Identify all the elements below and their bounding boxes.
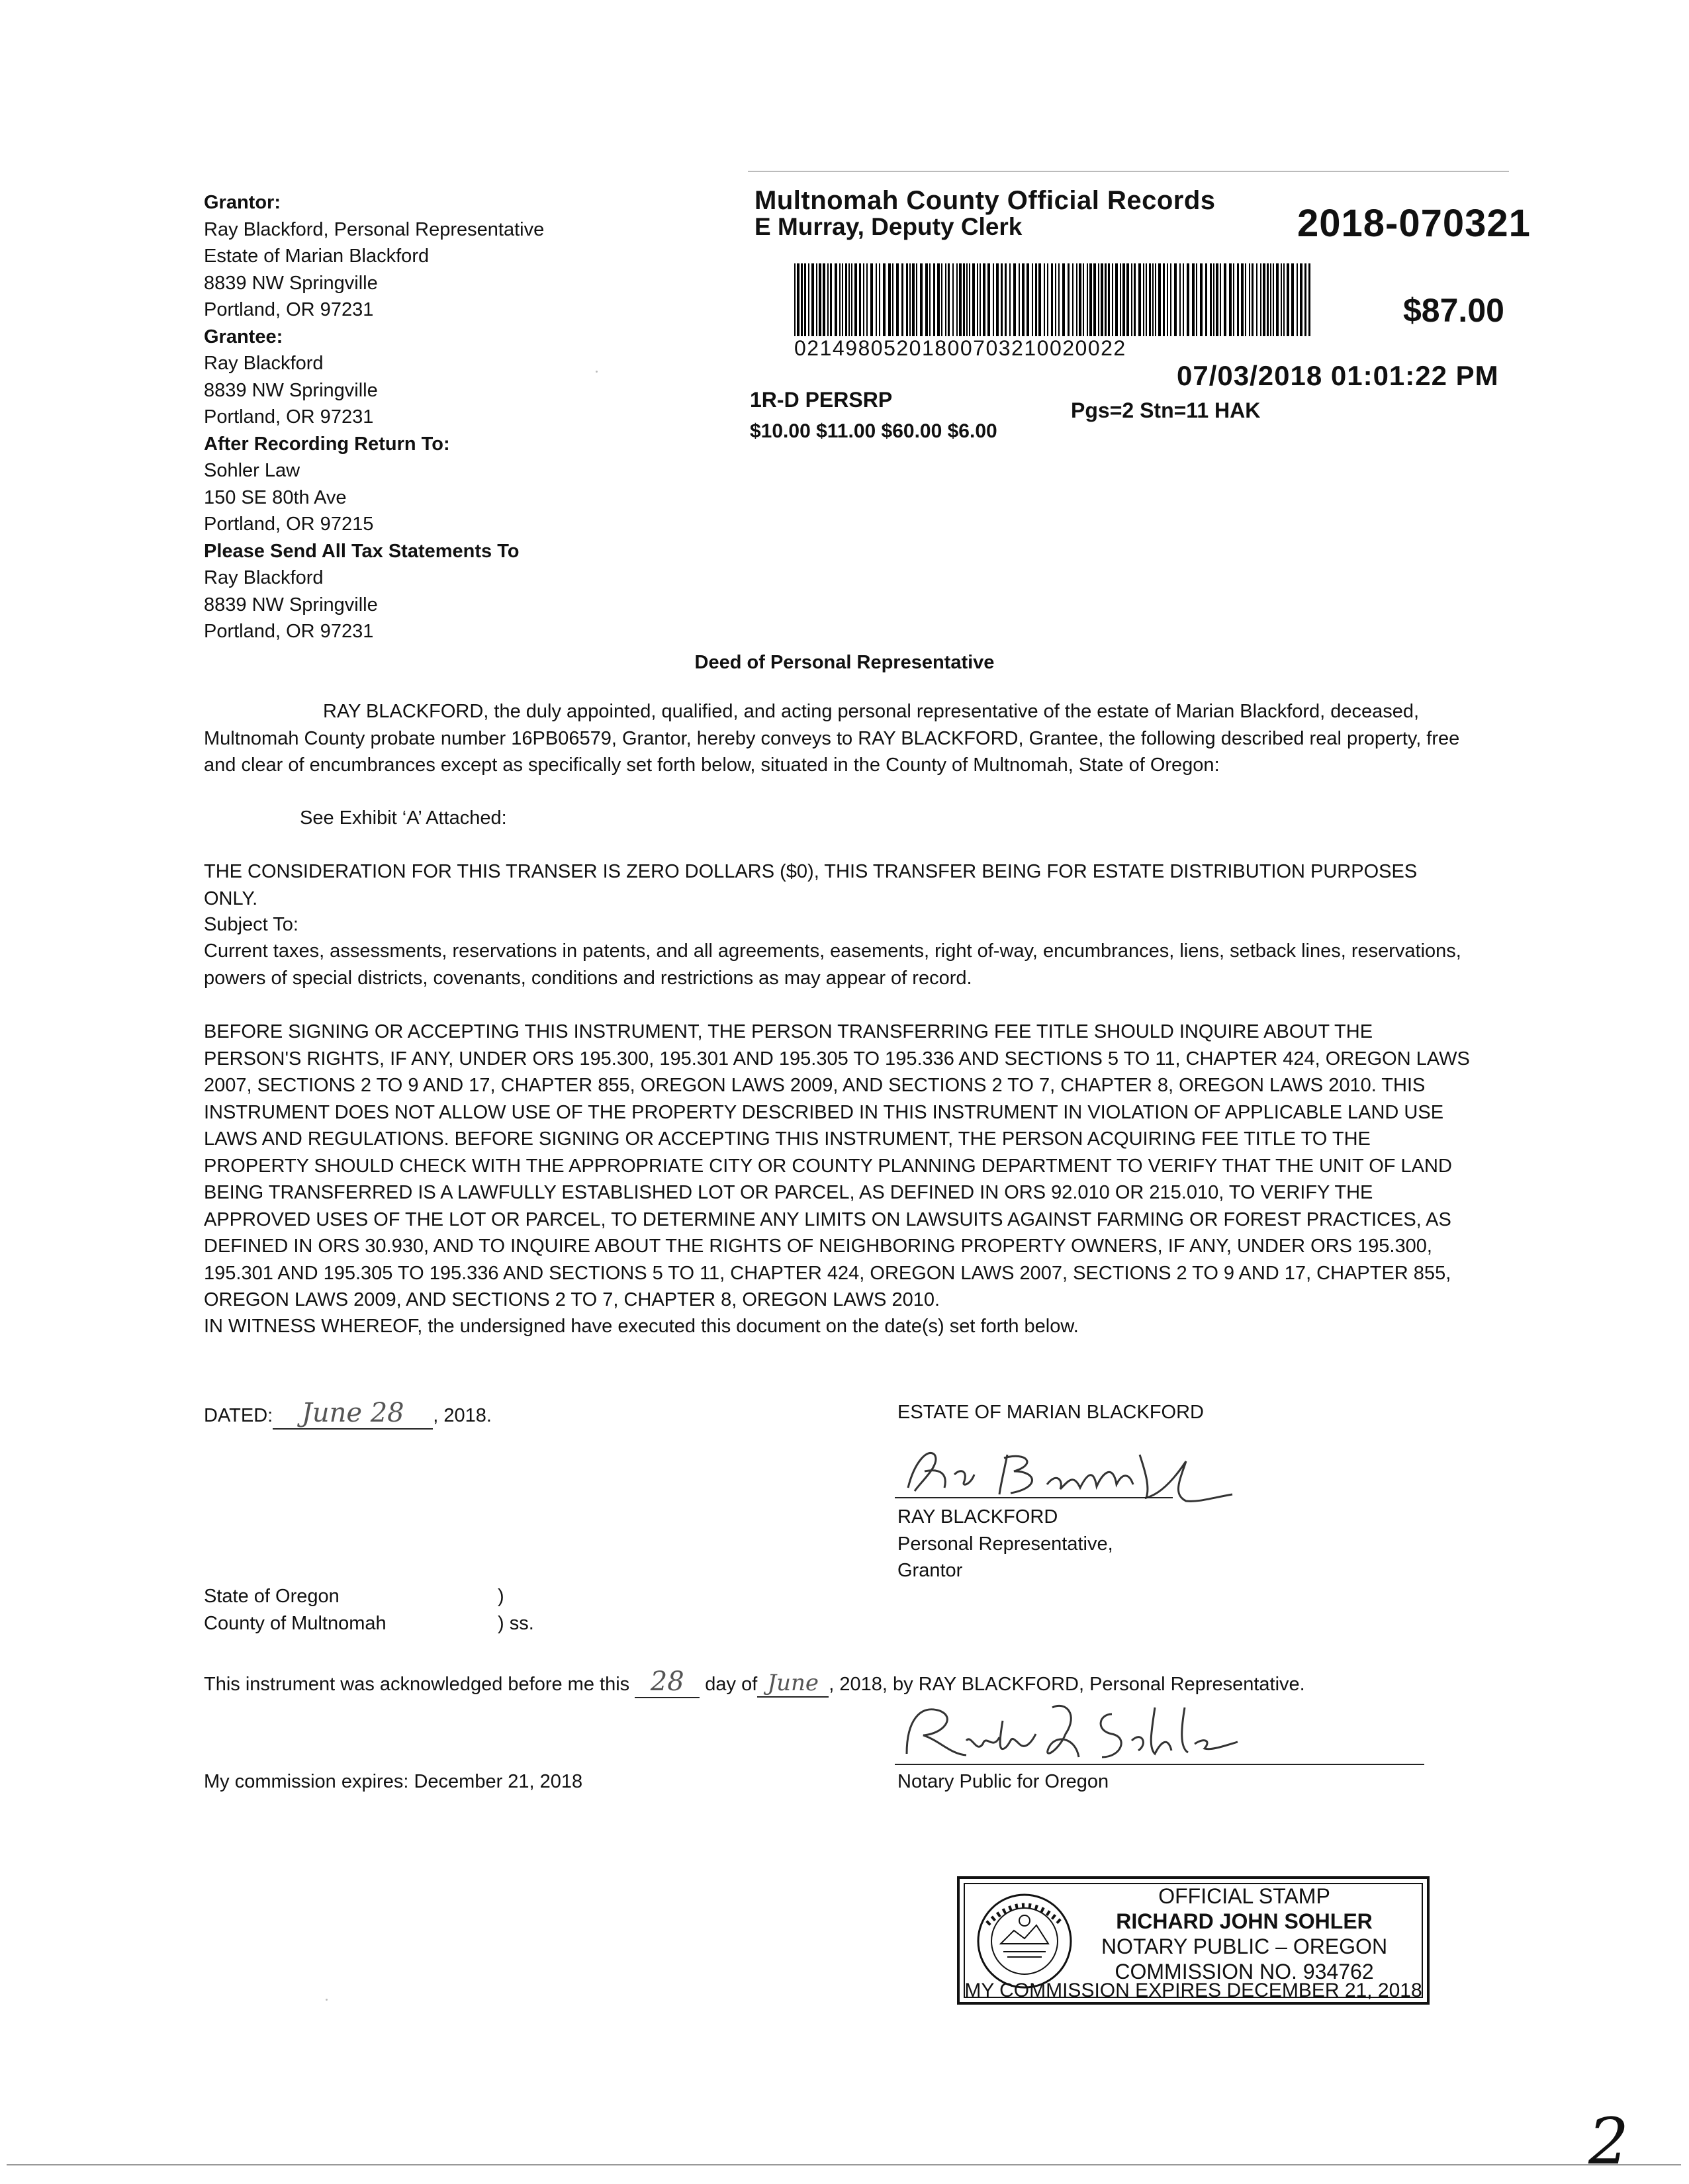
barcode-bar <box>1210 263 1212 336</box>
barcode-bar <box>1200 263 1203 336</box>
barcode-bar <box>797 263 799 336</box>
barcode-bar <box>1013 263 1016 336</box>
barcode <box>794 263 1317 343</box>
barcode-bar <box>1291 263 1294 336</box>
barcode-bar <box>977 263 978 336</box>
barcode-bar <box>952 263 954 336</box>
venue-ss-label: ) ss. <box>498 1612 534 1634</box>
barcode-bar <box>1256 263 1257 336</box>
grantor-signature-line <box>895 1497 1173 1498</box>
barcode-bar <box>1263 263 1265 336</box>
pages-station: Pgs=2 Stn=11 HAK <box>1071 398 1261 422</box>
barcode-bar <box>1134 263 1136 336</box>
barcode-bar <box>1205 263 1207 336</box>
stamp-notary-name: RICHARD JOHN SOHLER <box>1116 1909 1373 1933</box>
document-number: 2018-070321 <box>1297 202 1531 245</box>
barcode-bar <box>808 263 809 336</box>
barcode-bar <box>916 263 917 336</box>
commission-expiration: My commission expires: December 21, 2018 <box>204 1771 583 1792</box>
barcode-bar <box>1105 263 1107 336</box>
barcode-bar <box>912 263 915 336</box>
barcode-bar <box>1068 263 1070 336</box>
barcode-bar <box>969 263 970 336</box>
ack-month-handwritten: June <box>757 1670 829 1698</box>
estate-name: ESTATE OF MARIAN BLACKFORD <box>897 1402 1204 1423</box>
barcode-bar <box>1276 263 1279 336</box>
document-title: Deed of Personal Representative <box>694 652 995 673</box>
barcode-bar <box>863 263 864 336</box>
barcode-bar <box>983 263 985 336</box>
barcode-bar <box>1287 263 1289 336</box>
barcode-bar <box>1079 263 1081 336</box>
consideration-statement: THE CONSIDERATION FOR THIS TRANSER IS ZERO DOLLARS ($0), THIS TRANSFER BEING FOR ESTATE DISTRIBUTION PURPOSES ONLY. <box>204 861 1418 909</box>
barcode-bar <box>987 263 990 336</box>
barcode-bar <box>1009 263 1011 336</box>
barcode-bar <box>839 263 841 336</box>
address-line: Estate of Marian Blackford <box>204 246 430 267</box>
barcode-bar <box>1283 263 1285 336</box>
barcode-bar <box>1213 263 1214 336</box>
barcode-bar <box>892 263 893 336</box>
barcode-bar <box>1098 263 1099 336</box>
barcode-bar <box>1179 263 1181 336</box>
barcode-bar <box>1196 263 1197 336</box>
barcode-bar <box>1122 263 1125 336</box>
barcode-bar <box>1229 263 1232 336</box>
barcode-bar <box>1058 263 1060 336</box>
barcode-bar <box>1241 263 1244 336</box>
address-line: Ray Blackford <box>204 353 324 374</box>
barcode-bar <box>1047 263 1048 336</box>
address-line: 8839 NW Springville <box>204 594 378 615</box>
subject-to-heading: Subject To: <box>204 914 298 935</box>
barcode-bar <box>1216 263 1218 336</box>
stamp-notary-public: NOTARY PUBLIC – OREGON <box>1101 1934 1388 1958</box>
barcode-bar <box>854 263 857 336</box>
barcode-bar <box>1183 263 1184 336</box>
barcode-bar <box>851 263 852 336</box>
barcode-bar <box>866 263 868 336</box>
barcode-bar <box>980 263 981 336</box>
barcode-bar <box>1308 263 1310 336</box>
venue-state: State of Oregon <box>204 1586 340 1607</box>
barcode-bar <box>1249 263 1250 336</box>
barcode-bar <box>1083 263 1084 336</box>
address-block <box>204 189 544 645</box>
signer-title: Personal Representative, <box>897 1533 1113 1555</box>
dated-year: , 2018. <box>433 1405 492 1426</box>
venue-paren: ) <box>498 1586 504 1607</box>
barcode-bar <box>845 263 847 336</box>
barcode-bar <box>963 263 965 336</box>
recorder-top-rule <box>748 171 1509 172</box>
barcode-bar <box>804 263 806 336</box>
barcode-bar <box>1126 263 1129 336</box>
dated-line <box>204 1398 492 1430</box>
address-label: Grantor: <box>204 192 281 213</box>
barcode-bar <box>1304 263 1306 336</box>
barcode-bar <box>830 263 832 336</box>
barcode-bar <box>959 263 962 336</box>
signer-role: Grantor <box>897 1560 963 1581</box>
fee-breakdown: $10.00 $11.00 $60.00 $6.00 <box>750 420 997 442</box>
barcode-bar <box>1089 263 1092 336</box>
address-label: Grantee: <box>204 326 283 347</box>
barcode-bar <box>1022 263 1025 336</box>
page-bottom-rule <box>7 2164 1681 2165</box>
barcode-bar <box>1143 263 1144 336</box>
witness-clause: IN WITNESS WHEREOF, the undersigned have executed this document on the date(s) set forth below. <box>204 1316 1079 1337</box>
barcode-bar <box>1076 263 1077 336</box>
scan-speck <box>596 371 598 373</box>
barcode-bar <box>1245 263 1246 336</box>
barcode-bar <box>937 263 940 336</box>
barcode-bar <box>1019 263 1020 336</box>
ack-prefix: This instrument was acknowledged before me this <box>204 1674 630 1695</box>
barcode-bar <box>1158 263 1161 336</box>
barcode-bar <box>1120 263 1121 336</box>
barcode-bar <box>1167 263 1168 336</box>
barcode-bar <box>948 263 950 336</box>
barcode-bar <box>816 263 817 336</box>
ack-day-of: day of <box>705 1674 758 1695</box>
dated-handwritten: June 28 <box>273 1398 433 1430</box>
barcode-bar <box>1108 263 1110 336</box>
barcode-bar <box>1146 263 1147 336</box>
signer-block <box>897 1504 1113 1584</box>
address-line: Ray Blackford <box>204 567 324 588</box>
barcode-bar <box>941 263 942 336</box>
address-line: Portland, OR 97231 <box>204 299 374 320</box>
barcode-bar <box>1273 263 1274 336</box>
barcode-bar <box>906 263 908 336</box>
barcode-bar <box>1155 263 1156 336</box>
barcode-bar <box>920 263 923 336</box>
venue-county: County of Multnomah <box>204 1612 387 1634</box>
notary-venue <box>204 1583 387 1637</box>
barcode-bar <box>972 263 975 336</box>
ack-suffix: , 2018, by RAY BLACKFORD, Personal Representative. <box>829 1674 1305 1695</box>
barcode-bar <box>1233 263 1234 336</box>
dated-label: DATED: <box>204 1405 273 1426</box>
barcode-bar <box>1072 263 1073 336</box>
barcode-bar <box>901 263 903 336</box>
barcode-bar <box>1131 263 1132 336</box>
conveyance-paragraph: RAY BLACKFORD, the duly appointed, qualified, and acting personal representative of the estate of Marian Blackford, deceased, Multnomah County probate number 16PB06579, Grantor, hereby conveys to RAY BLACKFORD, Grantee, the following described real property, free and clear of encumbrances except as specifically set forth below, situated in the County of Multnomah, State of Oregon: <box>204 701 1460 776</box>
notary-signature-label: Notary Public for Oregon <box>897 1771 1109 1792</box>
barcode-bar <box>993 263 994 336</box>
barcode-bar <box>848 263 850 336</box>
venue-ss <box>498 1583 534 1637</box>
barcode-bar <box>909 263 911 336</box>
barcode-bar <box>1112 263 1113 336</box>
address-label: Please Send All Tax Statements To <box>204 540 520 562</box>
address-label: After Recording Return To: <box>204 433 450 455</box>
barcode-bar <box>966 263 968 336</box>
barcode-bar <box>1224 263 1226 336</box>
barcode-bar <box>823 263 825 336</box>
barcode-bar <box>1038 263 1041 336</box>
official-notary-stamp <box>957 1876 1430 2005</box>
barcode-bar <box>876 263 877 336</box>
barcode-bar <box>1087 263 1088 336</box>
barcode-bar <box>1252 263 1254 336</box>
acknowledgment-line <box>204 1666 1305 1698</box>
barcode-bar <box>1170 263 1171 336</box>
barcode-bar <box>1051 263 1053 336</box>
barcode-bar <box>1260 263 1261 336</box>
barcode-bar <box>835 263 837 336</box>
notary-signature-line <box>895 1764 1424 1765</box>
barcode-bar <box>811 263 814 336</box>
barcode-bar <box>1267 263 1269 336</box>
barcode-bar <box>945 263 946 336</box>
barcode-bar <box>842 263 843 336</box>
barcode-bar <box>1138 263 1141 336</box>
barcode-bar <box>827 263 829 336</box>
recorded-datetime: 07/03/2018 01:01:22 PM <box>1177 360 1499 391</box>
barcode-bar <box>1174 263 1177 336</box>
barcode-bar <box>1044 263 1045 336</box>
total-fee: $87.00 <box>1403 292 1504 329</box>
recorder-office: Multnomah County Official Records <box>754 186 1216 215</box>
barcode-bar <box>1005 263 1007 336</box>
barcode-bar <box>819 263 821 336</box>
notary-signature <box>893 1694 1264 1774</box>
address-line: Portland, OR 97231 <box>204 406 374 428</box>
barcode-bar <box>956 263 958 336</box>
barcode-bar <box>929 263 931 336</box>
barcode-bar <box>794 263 796 336</box>
address-line: Sohler Law <box>204 460 300 481</box>
barcode-bar <box>888 263 891 336</box>
oregon-seal-icon <box>974 1891 1075 1991</box>
barcode-bar <box>1270 263 1271 336</box>
stamp-heading: OFFICIAL STAMP <box>1158 1884 1330 1908</box>
barcode-bar <box>996 263 999 336</box>
barcode-bar <box>1001 263 1003 336</box>
barcode-bar <box>883 263 886 336</box>
address-line: 8839 NW Springville <box>204 272 378 294</box>
barcode-bar <box>1115 263 1118 336</box>
stamp-commission-number: COMMISSION NO. 934762 <box>1115 1960 1374 1983</box>
signer-name: RAY BLACKFORD <box>897 1506 1058 1527</box>
barcode-bar <box>1220 263 1221 336</box>
barcode-bar <box>1237 263 1239 336</box>
stamp-commission-expires: MY COMMISSION EXPIRES DECEMBER 21, 2018 <box>964 1979 1422 2001</box>
exhibit-reference: See Exhibit ‘A’ Attached: <box>300 807 507 829</box>
recorder-clerk: E Murray, Deputy Clerk <box>754 213 1023 240</box>
subject-to-paragraph: Current taxes, assessments, reservations in patents, and all agreements, easements, right of-way, encumbrances, liens, setback lines, reservations, powers of special districts, covenants, conditions and restrictions as may appear of record. <box>204 940 1461 989</box>
barcode-bar <box>870 263 873 336</box>
barcode-bar <box>925 263 928 336</box>
address-line: Portland, OR 97215 <box>204 514 374 535</box>
statutory-warning: BEFORE SIGNING OR ACCEPTING THIS INSTRUMENT, THE PERSON TRANSFERRING FEE TITLE SHOULD INQUIRE ABOUT THE PERSON'S RIGHTS, IF ANY, UNDER ORS 195.300, 195.301 AND 195.305 TO 195.336 AND SECTIONS 5 TO 11, CHAPTER 424, OREGON LAWS 2007, SECTIONS 2 TO 9 AND 17, CHAPTER 855, OREGON LAWS 2009, AND SECTIONS 2 TO 7, CHAPTER 8, OREGON LAWS 2010. THIS INSTRUMENT DOES NOT ALLOW USE OF THE PROPERTY DESCRIBED IN THIS INSTRUMENT IN VIOLATION OF APPLICABLE LAND USE LAWS AND REGULATIONS. BEFORE SIGNING OR ACCEPTING THIS INSTRUMENT, THE PERSON ACQUIRING FEE TITLE TO THE PROPERTY SHOULD CHECK WITH THE APPROPRIATE CITY OR COUNTY PLANNING DEPARTMENT TO VERIFY THAT THE UNIT OF LAND BEING TRANSFERRED IS A LAWFULLY ESTABLISHED LOT OR PARCEL, AS DEFINED IN ORS 92.010 OR 215.010, TO VERIFY THE APPROVED USES OF THE LOT OR PARCEL, TO DETERMINE ANY LIMITS ON LAWSUITS AGAINST FARMING OR FOREST PRACTICES, AS DEFINED IN ORS 30.930, AND TO INQUIRE ABOUT THE RIGHTS OF NEIGHBORING PROPERTY OWNERS, IF ANY, UNDER ORS 195.300, 195.301 AND 195.305 TO 195.336 AND SECTIONS 5 TO 11, CHAPTER 424, OREGON LAWS 2007, SECTIONS 2 TO 9 AND 17, CHAPTER 855, OREGON LAWS 2009, AND SECTIONS 2 TO 7, CHAPTER 8, OREGON LAWS 2010. <box>204 1021 1470 1310</box>
barcode-bar <box>1192 263 1195 336</box>
barcode-bar <box>1163 263 1165 336</box>
barcode-bar <box>1093 263 1096 336</box>
address-line: Ray Blackford, Personal Representative <box>204 218 545 240</box>
page-number: 2 <box>1588 2105 1629 2179</box>
barcode-bar <box>1149 263 1151 336</box>
barcode-bar <box>1035 263 1037 336</box>
barcode-bar <box>801 263 803 336</box>
address-line: 8839 NW Springville <box>204 379 378 401</box>
barcode-bar <box>1062 263 1065 336</box>
barcode-number: 02149805201800703210020022 <box>794 336 1126 360</box>
barcode-bar <box>1055 263 1056 336</box>
barcode-bar <box>879 263 880 336</box>
barcode-bar <box>1187 263 1189 336</box>
address-line: 150 SE 80th Ave <box>204 486 347 508</box>
document-type-code: 1R-D PERSRP <box>750 388 893 412</box>
ack-day-handwritten: 28 <box>635 1666 700 1698</box>
barcode-bar <box>1152 263 1154 336</box>
barcode-bar <box>896 263 899 336</box>
barcode-bar <box>1281 263 1282 336</box>
address-line: Portland, OR 97231 <box>204 621 374 642</box>
barcode-bar <box>1032 263 1033 336</box>
scan-speck <box>326 1999 328 2001</box>
barcode-bar <box>1027 263 1029 336</box>
barcode-bar <box>1101 263 1103 336</box>
barcode-bar <box>933 263 935 336</box>
barcode-bar <box>859 263 861 336</box>
barcode-bar <box>1297 263 1298 336</box>
barcode-bar <box>1300 263 1302 336</box>
